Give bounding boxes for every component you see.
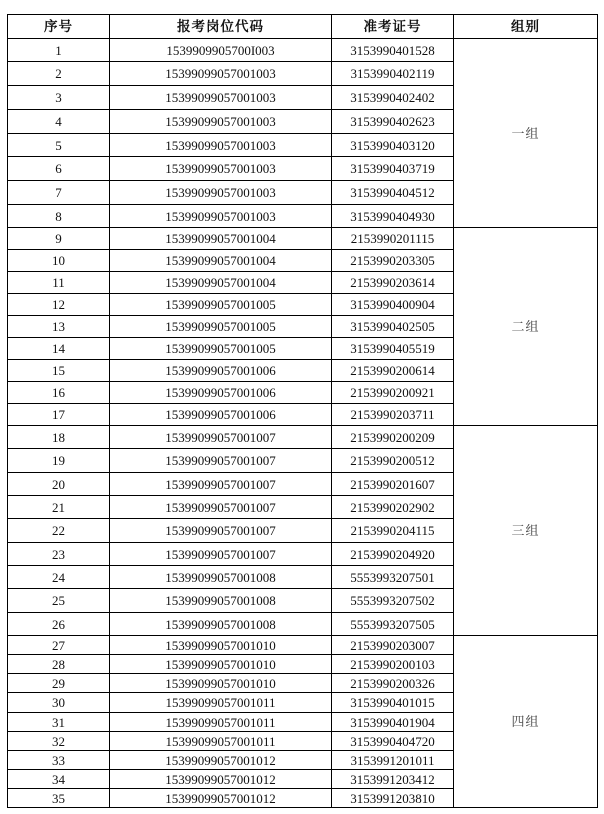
row-position-code-cell: 15399099057001012 — [110, 751, 332, 770]
row-seq-cell: 30 — [8, 693, 110, 713]
row-position-code-cell: 15399099057001012 — [110, 770, 332, 789]
group-label-cell: 二组 — [454, 228, 598, 426]
row-position-code-cell: 1539909905700I003 — [110, 39, 332, 62]
row-seq-cell: 6 — [8, 157, 110, 181]
row-ticket-number-cell: 2153990200921 — [332, 382, 454, 404]
row-seq-cell: 13 — [8, 316, 110, 338]
row-seq-cell: 11 — [8, 272, 110, 294]
row-position-code-cell: 15399099057001004 — [110, 228, 332, 250]
row-position-code-cell: 15399099057001005 — [110, 338, 332, 360]
row-position-code-cell: 15399099057001010 — [110, 674, 332, 693]
row-seq-cell: 3 — [8, 86, 110, 110]
row-ticket-number-cell: 2153990200326 — [332, 674, 454, 693]
row-position-code-cell: 15399099057001010 — [110, 655, 332, 674]
row-seq-cell: 35 — [8, 789, 110, 808]
row-ticket-number-cell: 3153990403719 — [332, 157, 454, 181]
header-ticket-number: 准考证号 — [332, 15, 454, 39]
row-position-code-cell: 15399099057001010 — [110, 636, 332, 655]
row-ticket-number-cell: 3153990405519 — [332, 338, 454, 360]
row-position-code-cell: 15399099057001012 — [110, 789, 332, 808]
row-position-code-cell: 15399099057001007 — [110, 519, 332, 543]
row-seq-cell: 27 — [8, 636, 110, 655]
row-position-code-cell: 15399099057001006 — [110, 360, 332, 382]
row-seq-cell: 22 — [8, 519, 110, 543]
row-position-code-cell: 15399099057001007 — [110, 426, 332, 449]
row-ticket-number-cell: 3153990404720 — [332, 732, 454, 751]
row-ticket-number-cell: 2153990203711 — [332, 404, 454, 426]
row-seq-cell: 10 — [8, 250, 110, 272]
header-position-code: 报考岗位代码 — [110, 15, 332, 39]
row-ticket-number-cell: 3153990404930 — [332, 205, 454, 228]
row-seq-cell: 1 — [8, 39, 110, 62]
table-body — [8, 39, 598, 808]
row-seq-cell: 33 — [8, 751, 110, 770]
row-position-code-cell: 15399099057001008 — [110, 566, 332, 589]
row-ticket-number-cell: 3153990401528 — [332, 39, 454, 62]
row-seq-cell: 19 — [8, 449, 110, 473]
row-ticket-number-cell: 3153990400904 — [332, 294, 454, 316]
row-ticket-number-cell: 3153990401904 — [332, 713, 454, 732]
row-seq-cell: 18 — [8, 426, 110, 449]
row-ticket-number-cell: 2153990204920 — [332, 543, 454, 566]
row-ticket-number-cell: 2153990200209 — [332, 426, 454, 449]
row-seq-cell: 21 — [8, 496, 110, 519]
row-position-code-cell: 15399099057001004 — [110, 250, 332, 272]
row-ticket-number-cell: 3153990404512 — [332, 181, 454, 205]
row-ticket-number-cell: 2153990203305 — [332, 250, 454, 272]
row-seq-cell: 17 — [8, 404, 110, 426]
group-label-cell: 四组 — [454, 636, 598, 808]
row-position-code-cell: 15399099057001003 — [110, 181, 332, 205]
row-ticket-number-cell: 2153990202902 — [332, 496, 454, 519]
row-seq-cell: 5 — [8, 134, 110, 157]
row-seq-cell: 26 — [8, 613, 110, 636]
row-ticket-number-cell: 3153990402505 — [332, 316, 454, 338]
row-seq-cell: 4 — [8, 110, 110, 134]
group-label-cell: 三组 — [454, 426, 598, 636]
row-ticket-number-cell: 2153990203614 — [332, 272, 454, 294]
row-ticket-number-cell: 5553993207501 — [332, 566, 454, 589]
row-seq-cell: 25 — [8, 589, 110, 613]
exam-group-table — [7, 14, 598, 808]
row-position-code-cell: 15399099057001003 — [110, 134, 332, 157]
row-ticket-number-cell: 2153990200512 — [332, 449, 454, 473]
row-ticket-number-cell: 2153990204115 — [332, 519, 454, 543]
row-ticket-number-cell: 3153990403120 — [332, 134, 454, 157]
row-position-code-cell: 15399099057001003 — [110, 157, 332, 181]
row-ticket-number-cell: 2153990201115 — [332, 228, 454, 250]
row-position-code-cell: 15399099057001008 — [110, 613, 332, 636]
row-position-code-cell: 15399099057001003 — [110, 86, 332, 110]
row-seq-cell: 34 — [8, 770, 110, 789]
row-position-code-cell: 15399099057001006 — [110, 382, 332, 404]
table-row — [8, 636, 598, 655]
row-seq-cell: 7 — [8, 181, 110, 205]
table-row — [8, 426, 598, 449]
header-seq: 序号 — [8, 15, 110, 39]
row-position-code-cell: 15399099057001003 — [110, 205, 332, 228]
row-ticket-number-cell: 2153990203007 — [332, 636, 454, 655]
row-seq-cell: 32 — [8, 732, 110, 751]
row-ticket-number-cell: 3153990401015 — [332, 693, 454, 713]
row-seq-cell: 8 — [8, 205, 110, 228]
row-seq-cell: 14 — [8, 338, 110, 360]
row-position-code-cell: 15399099057001007 — [110, 473, 332, 496]
row-seq-cell: 20 — [8, 473, 110, 496]
row-ticket-number-cell: 3153990402402 — [332, 86, 454, 110]
group-label-cell: 一组 — [454, 39, 598, 228]
row-position-code-cell: 15399099057001011 — [110, 693, 332, 713]
row-position-code-cell: 15399099057001005 — [110, 294, 332, 316]
row-position-code-cell: 15399099057001011 — [110, 732, 332, 751]
row-position-code-cell: 15399099057001007 — [110, 449, 332, 473]
row-seq-cell: 23 — [8, 543, 110, 566]
header-group: 组别 — [454, 15, 598, 39]
row-ticket-number-cell: 3153990402119 — [332, 62, 454, 86]
row-seq-cell: 29 — [8, 674, 110, 693]
row-ticket-number-cell: 2153990200614 — [332, 360, 454, 382]
table-row — [8, 39, 598, 62]
row-seq-cell: 15 — [8, 360, 110, 382]
header-row — [8, 15, 598, 39]
row-position-code-cell: 15399099057001007 — [110, 543, 332, 566]
row-seq-cell: 31 — [8, 713, 110, 732]
row-position-code-cell: 15399099057001004 — [110, 272, 332, 294]
row-position-code-cell: 15399099057001011 — [110, 713, 332, 732]
row-position-code-cell: 15399099057001006 — [110, 404, 332, 426]
row-ticket-number-cell: 5553993207505 — [332, 613, 454, 636]
row-seq-cell: 28 — [8, 655, 110, 674]
row-seq-cell: 24 — [8, 566, 110, 589]
row-ticket-number-cell: 3153991203810 — [332, 789, 454, 808]
row-position-code-cell: 15399099057001008 — [110, 589, 332, 613]
row-ticket-number-cell: 5553993207502 — [332, 589, 454, 613]
row-position-code-cell: 15399099057001003 — [110, 62, 332, 86]
row-position-code-cell: 15399099057001005 — [110, 316, 332, 338]
row-ticket-number-cell: 3153990402623 — [332, 110, 454, 134]
row-seq-cell: 12 — [8, 294, 110, 316]
row-seq-cell: 9 — [8, 228, 110, 250]
row-ticket-number-cell: 3153991203412 — [332, 770, 454, 789]
row-ticket-number-cell: 2153990201607 — [332, 473, 454, 496]
row-seq-cell: 2 — [8, 62, 110, 86]
row-seq-cell: 16 — [8, 382, 110, 404]
table-row — [8, 228, 598, 250]
row-position-code-cell: 15399099057001007 — [110, 496, 332, 519]
row-ticket-number-cell: 2153990200103 — [332, 655, 454, 674]
row-ticket-number-cell: 3153991201011 — [332, 751, 454, 770]
row-position-code-cell: 15399099057001003 — [110, 110, 332, 134]
